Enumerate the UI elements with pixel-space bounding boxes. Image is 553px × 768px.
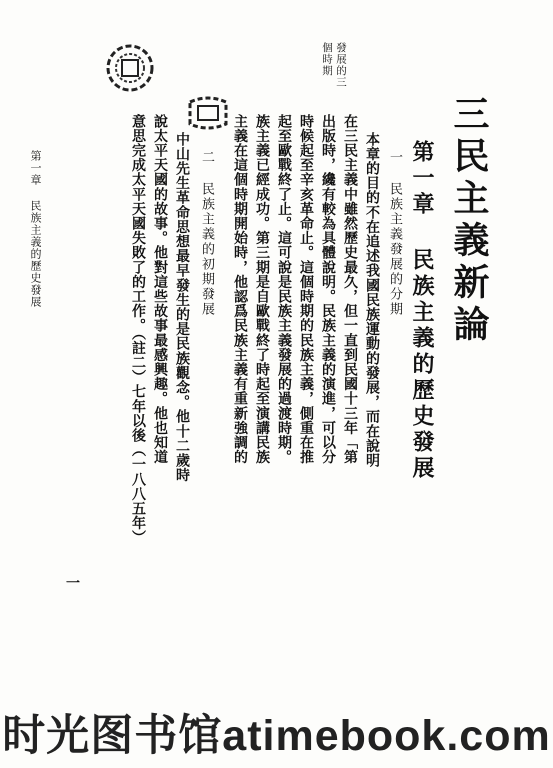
body-line: 中山先生革命思想最早發生的是民族觀念。他十二歲時 [174, 132, 190, 483]
body-line: 族主義已經成功。第三期是自歐戰終了時起至演講民族 [254, 114, 270, 465]
section-heading: 二 民族主義的初期發展 [199, 150, 214, 317]
body-line: 時候起至辛亥革命止。這個時期的民族主義，側重在推 [298, 114, 314, 465]
page-number: 一 [66, 576, 80, 592]
library-seal-stamp-lower [186, 96, 230, 130]
body-line: 在三民主義中雖然歷史最久，但一直到民國十三年「第 [342, 114, 358, 465]
header-note-line1: 發展的三 [335, 42, 347, 88]
body-line: 本章的目的不在追述我國民族運動的發展，而在說明 [364, 132, 380, 468]
book-title: 三民主義新論 [448, 95, 490, 347]
chapter-title: 第一章 民族主義的歷史發展 [409, 140, 435, 482]
header-note-line2-col [320, 42, 333, 77]
library-seal-stamp [104, 42, 156, 94]
header-note-line2: 個時期 [321, 42, 333, 77]
body-line: 主義在這個時期開始時，他認爲民族主義有重新強調的 [232, 114, 248, 465]
section-heading: 一 民族主義發展的分期 [387, 150, 402, 317]
watermark: 时光图书馆atimebook.com [2, 712, 551, 760]
body-line: 說太平天國的故事。他對這些故事最感興趣。他也知道 [152, 114, 168, 465]
body-line: 出版時，纔有較為具體說明。民族主義的演進，可以分 [320, 114, 336, 465]
body-line: 意思完成太平天國失敗了的工作。（註二）七年以後（一八八五年） [130, 114, 146, 545]
body-line: 起至歐戰終了止。這可說是民族主義發展的過渡時期。 [276, 114, 292, 465]
header-note [334, 42, 347, 88]
running-head: 第一章 民族主義的歷史發展 [29, 150, 42, 308]
